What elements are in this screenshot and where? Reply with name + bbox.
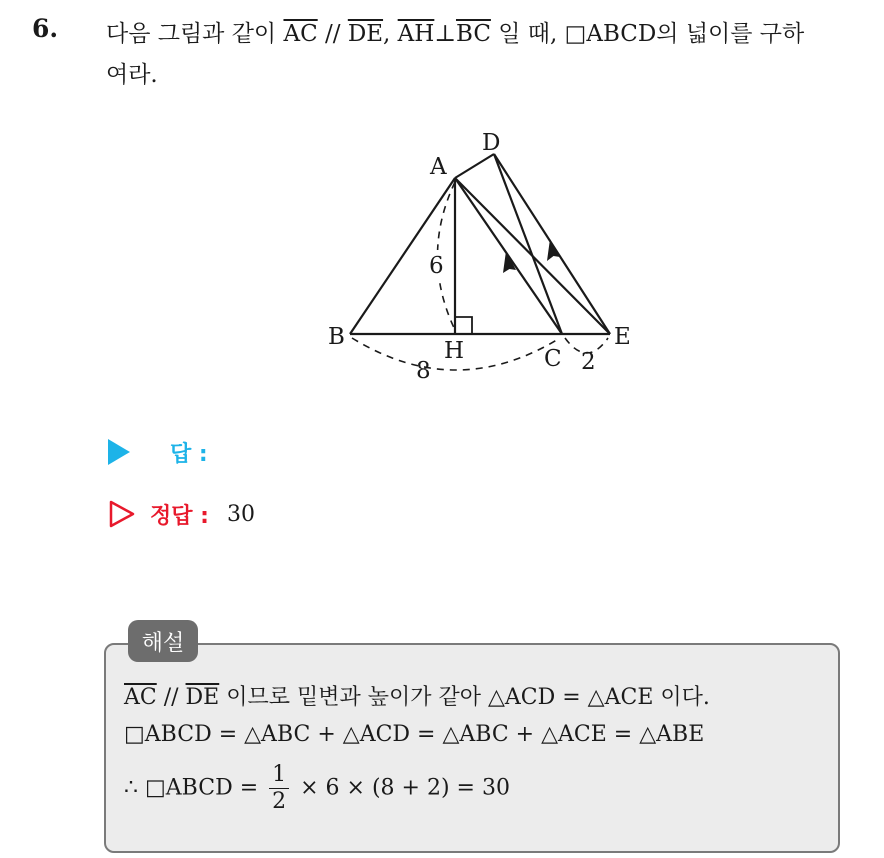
segment-ad: [455, 154, 494, 178]
solution-value: 30: [226, 501, 255, 527]
question-number: 6.: [32, 14, 59, 43]
play-icon: [108, 439, 130, 465]
explanation-line-2: □ABCD = △ABC + △ACD = △ABC + △ACE = △ABE: [124, 722, 705, 747]
label-d: D: [482, 130, 501, 156]
explanation-line-3: ∴ □ABCD = $\frac{1}{2}$ × 6 × (8 + 2) = 30: [124, 762, 510, 814]
measure-height: 6: [429, 253, 444, 279]
question-line-1: 다음 그림과 같이 $\overline{AC} // \overline{DE}$, $\overline{AH}\perp\overline{BC}$ 일 때, □ABCD의 넓이를 구하: [106, 21, 805, 47]
label-a: A: [430, 154, 447, 180]
measure-base: 8: [416, 358, 431, 384]
segment-de: $\overline{DE}$: [347, 21, 384, 47]
explanation-line-1: $\overline{AC} // \overline{DE}$ 이므로 밑변과 높이가 같아 △ACD = △ACE 이다.: [124, 685, 710, 710]
label-e: E: [614, 324, 631, 350]
arrow-on-de: [547, 239, 560, 261]
explanation-tag: 해설: [128, 620, 198, 662]
fraction-half: $\frac{1}{2}$: [269, 762, 289, 815]
label-c: C: [544, 346, 562, 372]
play-outline-icon: [108, 500, 136, 528]
answer-row: [108, 432, 208, 472]
segment-bc: $\overline{BC}$: [455, 21, 491, 47]
right-angle-mark: [455, 317, 472, 334]
question-line-2: 여라.: [106, 62, 158, 88]
solution-row: [108, 494, 255, 534]
segment-ac: $\overline{AC}$: [283, 21, 318, 47]
solution-label: 정답 :: [150, 503, 209, 529]
answer-label: 답 :: [170, 441, 208, 467]
segment-ah: $\overline{AH}$: [397, 21, 435, 47]
explanation-box: [104, 643, 840, 853]
arrow-on-ac: [503, 251, 516, 273]
question-text: [106, 14, 866, 96]
label-h: H: [444, 338, 465, 364]
measure-extension: 2: [581, 349, 596, 375]
geometry-figure: [310, 120, 670, 390]
label-b: B: [328, 324, 345, 350]
